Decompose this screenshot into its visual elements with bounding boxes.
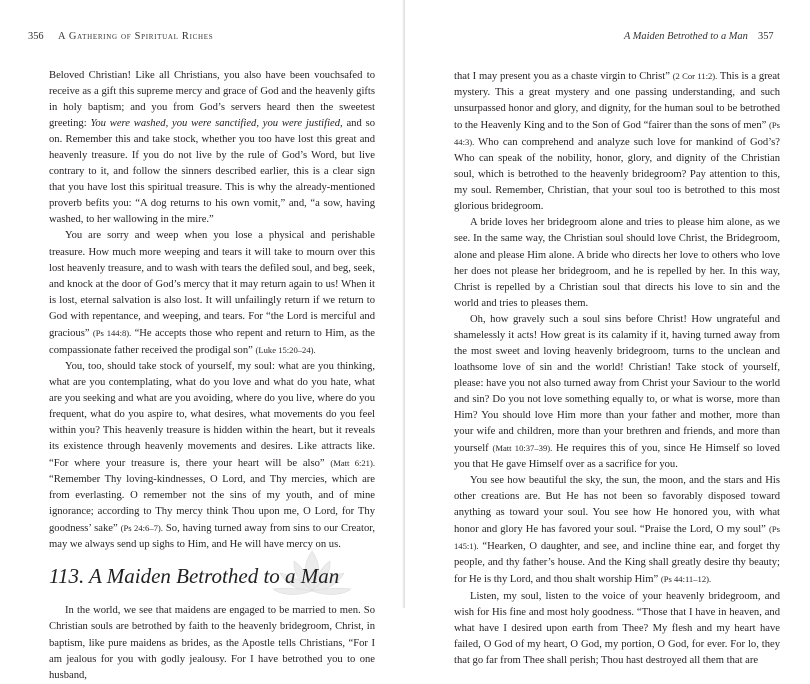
right-page	[405, 0, 810, 666]
right-page-number: 357	[758, 31, 774, 42]
section-heading: 113. A Maiden Betrothed to a Man	[49, 564, 340, 589]
paragraph-text: Beloved Christian! Like all Christians, you also have been vouchsafed to receive as a gift this supreme mercy and grace of God and the heavenly gifts in holy baptism; and you from God’s servers heard then the sweetest greeting:	[49, 70, 375, 130]
paragraph-text: Who can comprehend and analyze such love for mankind of God’s? Who can speak of the nobility, honor, glory, and dignity of the Christian soul, which is betrothed to the heavenly bridegroom? Pay attention to this, my soul. Remember, Christian, that your soul too is betrothed to this most glorious bridegroom.	[454, 137, 780, 213]
scripture-reference: (Matt 10:37–39).	[492, 443, 553, 454]
paragraph-text: You are sorry and weep when you lose a physical and perishable treasure. How much more weeping and tears it will take to mourn over this lost heavenly treasure, and to wash with tears the defiled soul, and beg, seek, and knock at the door of God’s mercy that it may return again to us! When it is lost, eternal salvation is also lost. It will unfailingly return if we return to God with repentance, and weeping, and tears. For “the Lord is merciful and gracious”	[49, 230, 375, 339]
scripture-reference: (Ps 44:3).	[454, 120, 780, 148]
scripture-reference: (Matt 6:21).	[330, 458, 375, 469]
paragraph-text: You see how beautiful the sky, the sun, the moon, and the stars and His other creations are. But He has not been so favorably disposed toward anything as toward your soul. You see how He honored you, with what honor and glory He has favored your soul. “Praise the Lord, O my soul”	[454, 475, 780, 536]
scripture-reference: (Ps 145:1).	[454, 524, 780, 552]
paragraph-text: “He accepts those who repent and return to Him, as the compassionate father received the prodigal son”	[49, 327, 375, 356]
paragraph-text: He requires this of you, since He Himself so loved you that He gave Himself over as a sacrifice for you.	[454, 443, 780, 471]
right-running-head: A Maiden Betrothed to a Man	[624, 31, 748, 42]
paragraph-text: “Hearken, O daughter, and see, and incline thine ear, and forget thy people, and thy father’s house. And the King shall greatly desire thy beauty; for He is thy Lord, and thou shalt worship Him”	[454, 541, 780, 586]
left-page-body	[49, 68, 375, 684]
paragraph-text: “Remember Thy loving-kindnesses, O Lord, and Thy mercies, which are from everlasting. O remember not the sins of my youth, and of mine ignorance; according to Thy mercy think Thou upon me, O Lord, for Thy goodness’ sake”	[49, 474, 375, 535]
italic-quote: You were washed, you were sanctified, you were justified,	[90, 118, 343, 130]
paragraph-text: You, too, should take stock of yourself, my soul: what are you thinking, what are you contemplating, what do you love and what do you hate, what are you seeking and what are you avoiding, where do you live, where do you frequent, what do you aspire to, what desires, what movements do you feel within you? This heavenly treasure is hidden within the heart, but it reveals its existence through heavenly movements and desires. Like attracts like. “For where your treasure is, there your heart will be also”	[49, 360, 375, 470]
paragraph	[49, 359, 375, 554]
paragraph-text: and so on. Remember this and take stock, whether you too have lost this great and heavenly treasure. If you do not live by the rule of God’s Word, but live contrary to it, and follow the sinners described earlier, this is a clear sign that you have lost this spiritual treasure. This is why the already-mentioned proverb befits you: “A dog returns to his own vomit,” and, “a sow, having washed, to her wallowing in the mire.”	[49, 118, 375, 226]
scripture-reference: (Ps 44:11–12).	[660, 574, 712, 585]
right-page-body	[454, 68, 780, 669]
scripture-reference: (Ps 24:6–7).	[120, 523, 163, 534]
paragraph-text: A bride loves her bridegroom alone and tries to please him alone, as we see. In the same way, the Christian soul should love Christ, the Bridegroom, alone and please Him alone. A bride who directs her love to others who love her does not please her bridegroom, and he is repelled by her. In this way, Christ is repelled by a Christian soul that directs his love to sin and the world and tries to pleases them.	[454, 217, 780, 309]
paragraph	[454, 589, 780, 669]
paragraph-text: Listen, my soul, listen to the voice of your heavenly bridegroom, and wish for His fine and most holy goodness. “Those that I have in heaven, and what have I desired upon earth from Thee? My flesh and my heart have failed, O God of my heart, O God, my portion, O God, for ever. For lo, they that go far from Thee shall perish; Thou hast destroyed all them that are	[454, 590, 780, 666]
paragraph	[49, 228, 375, 358]
scripture-reference: (Ps 144:8).	[92, 327, 132, 338]
paragraph-text: This is a great mystery. This a great mystery and one passing understanding, and such unsurpassed honor and glory, and dignity, for the human soul to be betrothed to the Heavenly King and to the Son of God “fairer than the sons of men”	[454, 71, 780, 132]
paragraph	[454, 473, 780, 588]
paragraph	[454, 68, 780, 215]
left-page	[0, 0, 405, 681]
paragraph	[49, 68, 375, 228]
paragraph	[454, 312, 780, 473]
section-heading-block	[49, 553, 375, 603]
paragraph-text: that I may present you as a chaste virgin to Christ”	[454, 71, 673, 82]
paragraph-text: So, having turned away from sins to our Creator, may we always send up sighs to Him, and He will have mercy on us.	[49, 523, 375, 551]
left-running-head: A Gathering of Spiritual Riches	[58, 31, 214, 42]
paragraph	[454, 215, 780, 311]
scripture-reference: (Luke 15:20–24).	[255, 344, 316, 355]
left-page-number: 356	[28, 31, 44, 42]
paragraph-text: Oh, how gravely such a soul sins before Christ! How ungrateful and shamelessly it acts! How great is its calamity if it, having turned away from the most sweet and loving heavenly bridegroom, turns to the unclean and loathsome love of sin and the world! Christian! Take stock of yourself, please: have you not also turned away from Christ your Saviour to the world and sin? Do you not love something equally to, or what is worse, more than Him? You should love Him more than your father and mother, more than your wife and children, more than your brethren and friends, and more than yourself	[454, 313, 780, 455]
paragraph: In the world, we see that maidens are engaged to be married to men. So Christian souls are betrothed by faith to the heavenly bridegroom, Christ, in baptism, like pure maidens as brides, as the Apostle tells Christians, “For I am jealous for you with godly jealousy. For I have betrothed you to one husband,	[49, 605, 375, 681]
scripture-reference: (2 Cor 11:2).	[672, 71, 718, 81]
